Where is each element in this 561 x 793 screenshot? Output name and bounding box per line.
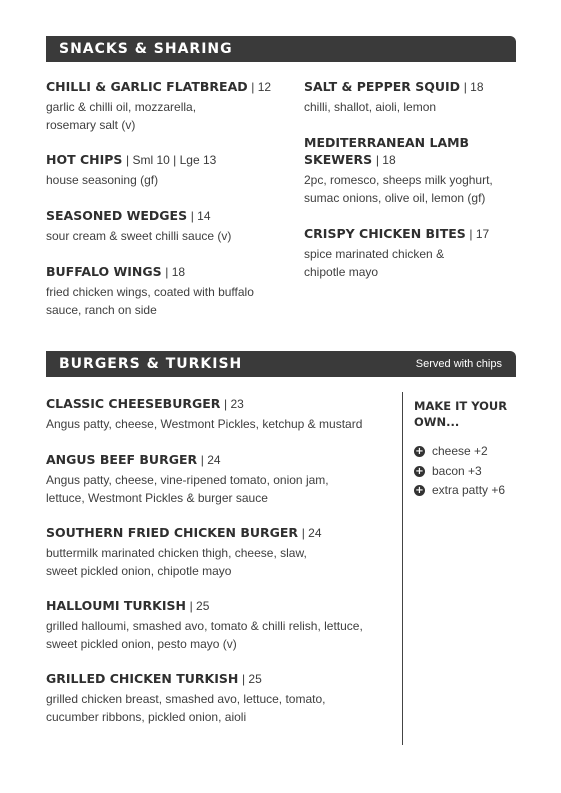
item-price: | 12 [251, 80, 272, 94]
plus-circle-icon: + [415, 485, 424, 497]
item-price: | 18 [375, 153, 396, 167]
menu-item [304, 78, 524, 117]
item-description [46, 172, 296, 190]
item-description [46, 416, 396, 434]
description-line: grilled halloumi, smashed avo, tomato & chilli relish, lettuce, [46, 619, 363, 633]
item-name: SALT & PEPPER SQUID [304, 79, 461, 94]
item-description [304, 99, 524, 117]
description-line: sweet pickled onion, chipotle mayo [46, 563, 232, 578]
item-name: GRILLED CHICKEN TURKISH [46, 671, 239, 686]
description-line: cucumber ribbons, pickled onion, aioli [46, 709, 247, 724]
item-name: CRISPY CHICKEN BITES [304, 226, 466, 241]
plus-circle-icon: + [415, 446, 424, 458]
section-title: SNACKS & SHARING [59, 41, 233, 57]
item-price: | 14 [190, 209, 211, 223]
item-price: | 25 [241, 672, 262, 686]
item-name: BUFFALO WINGS [46, 264, 162, 279]
extra-label: cheese +2 [432, 444, 488, 458]
item-price: | Sml 10 | Lge 13 [126, 153, 217, 167]
item-name: HALLOUMI TURKISH [46, 598, 186, 613]
menu-item [46, 451, 396, 507]
item-name: ANGUS BEEF BURGER [46, 452, 198, 467]
description-line: lettuce, Westmont Pickles & burger sauce [46, 490, 268, 505]
item-name: CLASSIC CHEESEBURGER [46, 396, 221, 411]
item-price: | 17 [469, 227, 490, 241]
description-line: rosemary salt (v) [46, 117, 136, 132]
section-title: BURGERS & TURKISH [59, 356, 243, 372]
snacks-section-header [46, 36, 516, 62]
description-line: spice marinated chicken & [304, 247, 445, 261]
item-description [304, 172, 524, 207]
extras-title-line: OWN... [414, 415, 460, 429]
make-it-your-own-panel [414, 398, 524, 501]
item-description [46, 691, 396, 726]
menu-item [46, 151, 296, 190]
description-line: Angus patty, cheese, Westmont Pickles, ketchup & mustard [46, 417, 363, 431]
extra-option [414, 442, 524, 462]
served-with-chips-note: Served with chips [415, 358, 502, 370]
description-line: fried chicken wings, coated with buffalo [46, 285, 254, 299]
item-name: CHILLI & GARLIC FLATBREAD [46, 79, 248, 94]
item-description [46, 618, 396, 653]
item-price: | 25 [189, 599, 210, 613]
item-name: SKEWERS [304, 152, 373, 167]
extras-list [414, 442, 524, 501]
menu-item [46, 78, 296, 134]
description-line: grilled chicken breast, smashed avo, lettuce, tomato, [46, 692, 326, 706]
burgers-section-header [46, 351, 516, 377]
item-price: | 24 [301, 526, 322, 540]
menu-item [46, 207, 296, 246]
menu-item [46, 524, 396, 580]
description-line: 2pc, romesco, sheeps milk yoghurt, [304, 173, 493, 187]
item-description [46, 284, 296, 319]
item-description [304, 246, 524, 281]
extras-title-line: MAKE IT YOUR [414, 399, 508, 413]
extra-option [414, 462, 524, 482]
item-description [46, 472, 396, 507]
menu-item [304, 225, 524, 281]
item-name: SOUTHERN FRIED CHICKEN BURGER [46, 525, 299, 540]
menu-item [46, 597, 396, 653]
menu-item [46, 263, 296, 319]
column-divider [402, 392, 403, 745]
item-price: | 23 [224, 397, 244, 411]
menu-item [304, 134, 524, 207]
description-line: buttermilk marinated chicken thigh, cheese, slaw, [46, 546, 307, 560]
item-description [46, 228, 296, 246]
extra-option [414, 481, 524, 501]
plus-circle-icon: + [415, 465, 424, 477]
item-price: | 24 [200, 453, 221, 467]
menu-item [46, 395, 396, 434]
description-line: sumac onions, olive oil, lemon (gf) [304, 190, 486, 205]
item-price: | 18 [165, 265, 186, 279]
description-line: sour cream & sweet chilli sauce (v) [46, 229, 232, 243]
item-description [46, 99, 296, 134]
item-name: HOT CHIPS [46, 152, 123, 167]
item-description [46, 545, 396, 580]
description-line: sauce, ranch on side [46, 302, 157, 317]
description-line: Angus patty, cheese, vine-ripened tomato, onion jam, [46, 473, 329, 487]
description-line: sweet pickled onion, pesto mayo (v) [46, 636, 237, 651]
extra-label: bacon +3 [432, 463, 482, 478]
menu-item [46, 670, 396, 726]
description-line: house seasoning (gf) [46, 173, 159, 187]
description-line: chipotle mayo [304, 264, 379, 279]
description-line: chilli, shallot, aioli, lemon [304, 100, 437, 114]
extra-label: extra patty +6 [432, 483, 506, 497]
item-name: SEASONED WEDGES [46, 208, 188, 223]
item-price: | 18 [463, 80, 484, 94]
extras-title [414, 398, 524, 430]
description-line: garlic & chilli oil, mozzarella, [46, 100, 197, 114]
item-name: MEDITERRANEAN LAMB [304, 135, 470, 150]
